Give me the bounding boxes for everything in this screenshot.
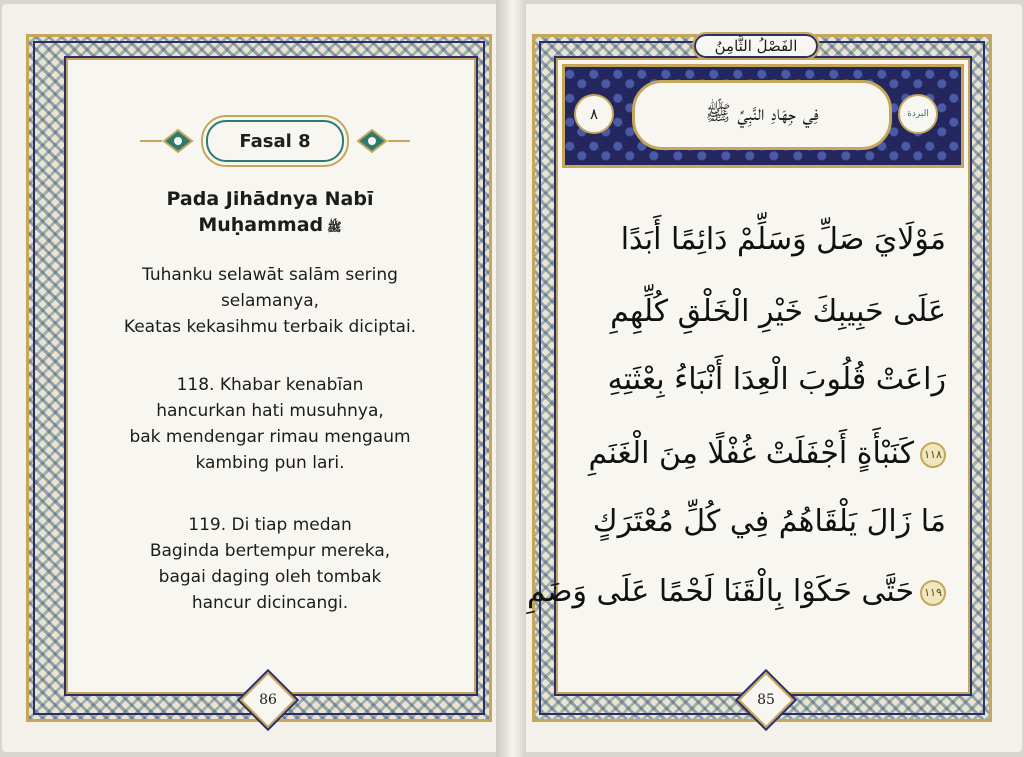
verse-119-line-1: 119. Di tiap medan	[188, 515, 352, 535]
intro-line-2: selamanya,	[220, 291, 320, 311]
arabic-chapter-tab: الفَصْلُ الثَّامِنُ	[692, 32, 820, 60]
verse-118-line-1: 118. Khabar kenabīan	[176, 375, 364, 395]
page-number-right-text: 85	[757, 692, 775, 708]
arabic-line-4: كَنَبْأَةٍ أَجْفَلَتْ غُفْلًا مِنَ الْغَنَمِ	[588, 436, 914, 471]
arabic-line-3: رَاعَتْ قُلُوبَ الْعِدَا أَنْبَاءُ بِعْثَتِهِ	[607, 362, 946, 397]
chapter-title	[80, 186, 460, 240]
verse-mark-118: ١١٨	[920, 442, 946, 468]
chapter-title-line-2	[80, 212, 460, 240]
verse-119-line-3: bagai daging oleh tombak	[158, 567, 382, 587]
arabic-line-5: مَا زَالَ يَلْقَاهُمُ فِي كُلِّ مُعْتَرَكٍ	[592, 504, 946, 539]
intro-line-3: Keatas kekasihmu terbaik diciptai.	[123, 317, 417, 337]
verse-118-line-2: hancurkan hati musuhnya,	[156, 401, 384, 421]
fasal-label: Fasal 8	[206, 120, 344, 162]
verse-119-line-4: hancur dicincangi.	[191, 593, 349, 613]
honorific-mark: ﷺ	[327, 220, 342, 234]
arabic-line-2: عَلَى حَبِيبِكَ خَيْرِ الْخَلْقِ كُلِّهِمِ	[610, 294, 946, 329]
verse-118-line-4: kambing pun lari.	[195, 453, 345, 473]
banner-title: فِي جِهَادِ النَّبِيِّ ﷺ	[632, 80, 892, 150]
verse-mark-119: ١١٩	[920, 580, 946, 606]
arabic-line-6: حَتَّى حَكَوْا بِالْقَنَا لَحْمًا عَلَى وَضَمِ	[527, 574, 914, 609]
verse-119-translation	[80, 512, 460, 616]
arabic-line-6-row	[527, 572, 946, 612]
verse-119-line-2: Baginda bertempur mereka,	[149, 541, 391, 561]
banner-seal-medal: البردة	[898, 94, 938, 134]
page-number-left-text: 86	[259, 692, 277, 708]
intro-stanza	[80, 262, 460, 340]
banner-number-medal: ٨	[574, 94, 614, 134]
arabic-line-4-row	[576, 434, 946, 474]
fasal-heading	[140, 120, 410, 164]
arabic-line-1: مَوْلَايَ صَلِّ وَسَلِّمْ دَائِمًا أَبَدًا	[620, 222, 946, 257]
book-gutter	[496, 0, 526, 757]
chapter-title-line-1: Pada Jihādnya Nabī	[166, 188, 374, 210]
chapter-title-name: Muḥammad	[198, 214, 324, 236]
verse-118-line-3: bak mendengar rimau mengaum	[129, 427, 411, 447]
right-ornament-icon	[350, 126, 410, 156]
left-ornament-icon	[140, 126, 200, 156]
verse-118-translation	[80, 372, 460, 476]
intro-line-1: Tuhanku selawāt salām sering	[142, 265, 398, 285]
